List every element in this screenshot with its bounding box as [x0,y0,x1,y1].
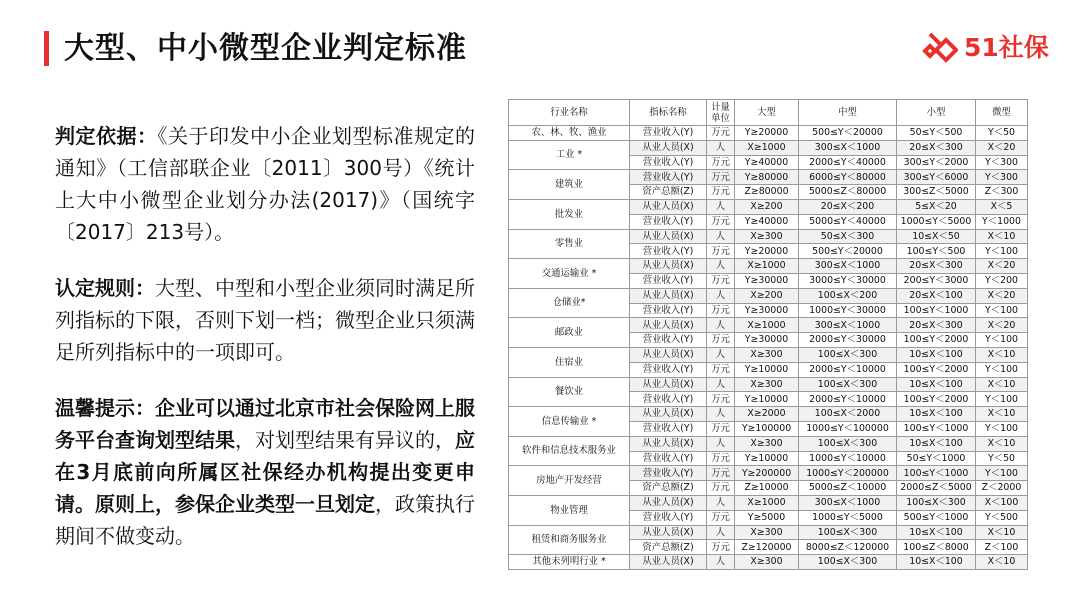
large-cell: X≥1000 [735,259,799,274]
table-row [509,259,1028,274]
medium-cell: 300≤X＜1000 [799,318,897,333]
unit-cell: 人 [707,407,735,422]
small-cell: 100≤Y＜500 [897,244,976,259]
large-cell: Z≥80000 [735,185,799,200]
medium-cell: 300≤X＜1000 [799,140,897,155]
indicator-cell: 资产总额(Z) [630,481,707,496]
large-cell: Y≥30000 [735,333,799,348]
table-row [509,525,1028,540]
industry-cell: 农、林、牧、渔业 [509,126,630,141]
indicator-cell: 从业人员(X) [630,495,707,510]
micro-cell: Y＜100 [976,362,1028,377]
medium-cell: 5000≤Z＜80000 [799,185,897,200]
basis-label: 判定依据： [55,124,158,148]
brand-name: 51社保 [964,33,1049,62]
micro-cell: X＜10 [976,436,1028,451]
unit-cell: 万元 [707,392,735,407]
unit-cell: 万元 [707,244,735,259]
large-cell: X≥300 [735,436,799,451]
small-cell: 20≤X＜300 [897,318,976,333]
micro-cell: X＜10 [976,229,1028,244]
basis-text: 《关于印发中小企业划型标准规定的通知》（工信部联企业〔2011〕300号）《统计上大中小微型企业划分办法(2017)》（国统字〔2017〕213号）。 [55,124,475,244]
industry-cell: 住宿业 [509,347,630,377]
indicator-cell: 营业收入(Y) [630,273,707,288]
large-cell: X≥1000 [735,318,799,333]
industry-cell: 交通运输业 * [509,259,630,289]
large-cell: Y≥10000 [735,451,799,466]
medium-cell: 500≤Y＜20000 [799,126,897,141]
unit-cell: 人 [707,199,735,214]
indicator-cell: 营业收入(Y) [630,303,707,318]
unit-cell: 万元 [707,451,735,466]
small-cell: 20≤X＜100 [897,288,976,303]
industry-cell: 工业 * [509,140,630,170]
indicator-cell: 营业收入(Y) [630,510,707,525]
small-cell: 2000≤Z＜5000 [897,481,976,496]
large-cell: Y≥20000 [735,244,799,259]
small-cell: 100≤Y＜2000 [897,362,976,377]
classification-table-container [508,99,1027,570]
small-cell: 200≤Y＜3000 [897,273,976,288]
micro-cell: X＜5 [976,199,1028,214]
large-cell: Y≥5000 [735,510,799,525]
small-cell: 100≤Y＜1000 [897,466,976,481]
header-unit: 计量单位 [707,100,735,126]
basis-paragraph [55,120,475,248]
header-medium: 中型 [799,100,897,126]
unit-cell: 万元 [707,185,735,200]
tip-text-1: 企业可以通过北京市社会保险网上服务平台查询划型结果 [55,396,475,452]
micro-cell: X＜10 [976,407,1028,422]
large-cell: Y≥30000 [735,273,799,288]
micro-cell: Y＜300 [976,155,1028,170]
industry-cell: 信息传输业 * [509,407,630,437]
medium-cell: 100≤X＜200 [799,288,897,303]
small-cell: 10≤X＜100 [897,377,976,392]
micro-cell: X＜10 [976,347,1028,362]
medium-cell: 100≤X＜300 [799,377,897,392]
header-industry: 行业名称 [509,100,630,126]
tip-text-2: ，对划型结果有异议的， [235,428,455,452]
large-cell: Y≥40000 [735,214,799,229]
indicator-cell: 营业收入(Y) [630,333,707,348]
industry-cell: 建筑业 [509,170,630,200]
indicator-cell: 营业收入(Y) [630,244,707,259]
small-cell: 50≤Y＜1000 [897,451,976,466]
tip-text-3: 应在3月底前向所属区社保经办机构提出变更申请。原则上，参保企业类型一旦划定 [55,428,475,516]
micro-cell: Y＜100 [976,333,1028,348]
title-accent-bar [44,31,49,66]
large-cell: Y≥200000 [735,466,799,481]
rule-label: 认定规则： [55,276,155,300]
medium-cell: 3000≤Y＜30000 [799,273,897,288]
indicator-cell: 营业收入(Y) [630,466,707,481]
micro-cell: Y＜200 [976,273,1028,288]
indicator-cell: 资产总额(Z) [630,185,707,200]
medium-cell: 500≤Y＜20000 [799,244,897,259]
unit-cell: 万元 [707,421,735,436]
unit-cell: 万元 [707,155,735,170]
micro-cell: Y＜100 [976,392,1028,407]
large-cell: X≥300 [735,347,799,362]
unit-cell: 人 [707,525,735,540]
small-cell: 10≤X＜100 [897,347,976,362]
table-row [509,377,1028,392]
micro-cell: X＜10 [976,555,1028,570]
tip-paragraph [55,392,475,552]
medium-cell: 8000≤Z＜120000 [799,540,897,555]
header-micro: 微型 [976,100,1028,126]
micro-cell: X＜10 [976,377,1028,392]
small-cell: 100≤Y＜1000 [897,303,976,318]
large-cell: Y≥30000 [735,303,799,318]
indicator-cell: 营业收入(Y) [630,362,707,377]
unit-cell: 人 [707,140,735,155]
table-row [509,199,1028,214]
medium-cell: 1000≤Y＜5000 [799,510,897,525]
medium-cell: 300≤X＜1000 [799,495,897,510]
micro-cell: Y＜100 [976,303,1028,318]
indicator-cell: 营业收入(Y) [630,170,707,185]
small-cell: 10≤X＜100 [897,407,976,422]
micro-cell: X＜20 [976,318,1028,333]
industry-cell: 租赁和商务服务业 [509,525,630,555]
rule-text: 大型、中型和小型企业须同时满足所列指标的下限，否则下划一档；微型企业只须满足所列指标中的一项即可。 [55,276,475,364]
medium-cell: 100≤X＜300 [799,525,897,540]
small-cell: 100≤Y＜2000 [897,392,976,407]
medium-cell: 2000≤Y＜10000 [799,392,897,407]
large-cell: Z≥120000 [735,540,799,555]
large-cell: Y≥40000 [735,155,799,170]
small-cell: 1000≤Y＜5000 [897,214,976,229]
table-row [509,140,1028,155]
unit-cell: 人 [707,555,735,570]
large-cell: X≥2000 [735,407,799,422]
medium-cell: 1000≤Y＜100000 [799,421,897,436]
unit-cell: 万元 [707,333,735,348]
unit-cell: 万元 [707,214,735,229]
small-cell: 10≤X＜100 [897,436,976,451]
medium-cell: 50≤X＜300 [799,229,897,244]
micro-cell: X＜20 [976,288,1028,303]
micro-cell: Y＜100 [976,421,1028,436]
medium-cell: 100≤X＜2000 [799,407,897,422]
industry-cell: 其他未列明行业 * [509,555,630,570]
unit-cell: 人 [707,318,735,333]
small-cell: 100≤X＜300 [897,495,976,510]
micro-cell: Y＜50 [976,451,1028,466]
medium-cell: 300≤X＜1000 [799,259,897,274]
page-title: 大型、中小微型企业判定标准 [64,31,467,66]
industry-cell: 仓储业* [509,288,630,318]
medium-cell: 20≤X＜200 [799,199,897,214]
indicator-cell: 营业收入(Y) [630,421,707,436]
tip-text-4: ，政策执行期间不做变动。 [55,492,475,548]
indicator-cell: 从业人员(X) [630,318,707,333]
small-cell: 300≤Y＜2000 [897,155,976,170]
unit-cell: 万元 [707,273,735,288]
table-row [509,347,1028,362]
small-cell: 50≤Y＜500 [897,126,976,141]
small-cell: 20≤X＜300 [897,140,976,155]
large-cell: X≥200 [735,288,799,303]
micro-cell: X＜10 [976,525,1028,540]
industry-cell: 零售业 [509,229,630,259]
unit-cell: 人 [707,377,735,392]
large-cell: X≥200 [735,199,799,214]
micro-cell: Y＜1000 [976,214,1028,229]
indicator-cell: 从业人员(X) [630,229,707,244]
double-diamond-logo-icon [918,28,958,68]
indicator-cell: 从业人员(X) [630,259,707,274]
indicator-cell: 营业收入(Y) [630,451,707,466]
brand-logo [918,28,1058,68]
indicator-cell: 从业人员(X) [630,407,707,422]
large-cell: X≥300 [735,525,799,540]
table-row [509,407,1028,422]
large-cell: Y≥10000 [735,392,799,407]
small-cell: 100≤Y＜1000 [897,421,976,436]
industry-cell: 物业管理 [509,495,630,525]
micro-cell: Z＜2000 [976,481,1028,496]
industry-cell: 餐饮业 [509,377,630,407]
table-row [509,436,1028,451]
unit-cell: 万元 [707,540,735,555]
medium-cell: 2000≤Y＜10000 [799,362,897,377]
industry-cell: 邮政业 [509,318,630,348]
table-row [509,318,1028,333]
indicator-cell: 从业人员(X) [630,555,707,570]
medium-cell: 1000≤Y＜10000 [799,451,897,466]
small-cell: 500≤Y＜1000 [897,510,976,525]
table-row [509,466,1028,481]
indicator-cell: 资产总额(Z) [630,540,707,555]
micro-cell: Y＜100 [976,466,1028,481]
unit-cell: 万元 [707,170,735,185]
rule-paragraph [55,272,475,368]
unit-cell: 人 [707,288,735,303]
table-row [509,170,1028,185]
unit-cell: 万元 [707,303,735,318]
unit-cell: 万元 [707,481,735,496]
micro-cell: Z＜300 [976,185,1028,200]
table-row [509,126,1028,141]
table-row [509,555,1028,570]
industry-cell: 软件和信息技术服务业 [509,436,630,466]
micro-cell: Y＜300 [976,170,1028,185]
indicator-cell: 营业收入(Y) [630,155,707,170]
indicator-cell: 营业收入(Y) [630,214,707,229]
medium-cell: 2000≤Y＜30000 [799,333,897,348]
indicator-cell: 从业人员(X) [630,347,707,362]
large-cell: Y≥100000 [735,421,799,436]
medium-cell: 1000≤Y＜30000 [799,303,897,318]
small-cell: 5≤X＜20 [897,199,976,214]
unit-cell: 万元 [707,362,735,377]
large-cell: Y≥80000 [735,170,799,185]
industry-cell: 房地产开发经营 [509,466,630,496]
micro-cell: Y＜50 [976,126,1028,141]
medium-cell: 6000≤Y＜80000 [799,170,897,185]
small-cell: 100≤Y＜2000 [897,333,976,348]
medium-cell: 5000≤Y＜40000 [799,214,897,229]
micro-cell: Z＜100 [976,540,1028,555]
indicator-cell: 从业人员(X) [630,377,707,392]
indicator-cell: 从业人员(X) [630,199,707,214]
unit-cell: 万元 [707,510,735,525]
industry-cell: 批发业 [509,199,630,229]
classification-table [508,99,1028,570]
medium-cell: 100≤X＜300 [799,436,897,451]
small-cell: 10≤X＜100 [897,555,976,570]
indicator-cell: 从业人员(X) [630,288,707,303]
small-cell: 20≤X＜300 [897,259,976,274]
large-cell: X≥300 [735,377,799,392]
medium-cell: 1000≤Y＜200000 [799,466,897,481]
large-cell: X≥1000 [735,140,799,155]
indicator-cell: 从业人员(X) [630,525,707,540]
micro-cell: X＜20 [976,140,1028,155]
micro-cell: Y＜500 [976,510,1028,525]
unit-cell: 人 [707,347,735,362]
indicator-cell: 从业人员(X) [630,140,707,155]
indicator-cell: 从业人员(X) [630,436,707,451]
large-cell: X≥1000 [735,495,799,510]
header-small: 小型 [897,100,976,126]
table-row [509,495,1028,510]
tip-label: 温馨提示： [55,396,155,420]
indicator-cell: 营业收入(Y) [630,392,707,407]
micro-cell: X＜20 [976,259,1028,274]
description-panel [55,120,475,576]
large-cell: Y≥10000 [735,362,799,377]
unit-cell: 万元 [707,126,735,141]
medium-cell: 5000≤Z＜10000 [799,481,897,496]
medium-cell: 100≤X＜300 [799,555,897,570]
micro-cell: Y＜100 [976,244,1028,259]
medium-cell: 100≤X＜300 [799,347,897,362]
indicator-cell: 营业收入(Y) [630,126,707,141]
unit-cell: 人 [707,229,735,244]
unit-cell: 人 [707,495,735,510]
unit-cell: 人 [707,436,735,451]
large-cell: X≥300 [735,229,799,244]
small-cell: 100≤Z＜8000 [897,540,976,555]
micro-cell: X＜100 [976,495,1028,510]
medium-cell: 2000≤Y＜40000 [799,155,897,170]
unit-cell: 万元 [707,466,735,481]
small-cell: 300≤Z＜5000 [897,185,976,200]
large-cell: Z≥10000 [735,481,799,496]
small-cell: 10≤X＜100 [897,525,976,540]
table-header-row [509,100,1028,126]
small-cell: 300≤Y＜6000 [897,170,976,185]
large-cell: X≥300 [735,555,799,570]
header-large: 大型 [735,100,799,126]
table-row [509,288,1028,303]
large-cell: Y≥20000 [735,126,799,141]
table-row [509,229,1028,244]
small-cell: 10≤X＜50 [897,229,976,244]
unit-cell: 人 [707,259,735,274]
header-indicator: 指标名称 [630,100,707,126]
